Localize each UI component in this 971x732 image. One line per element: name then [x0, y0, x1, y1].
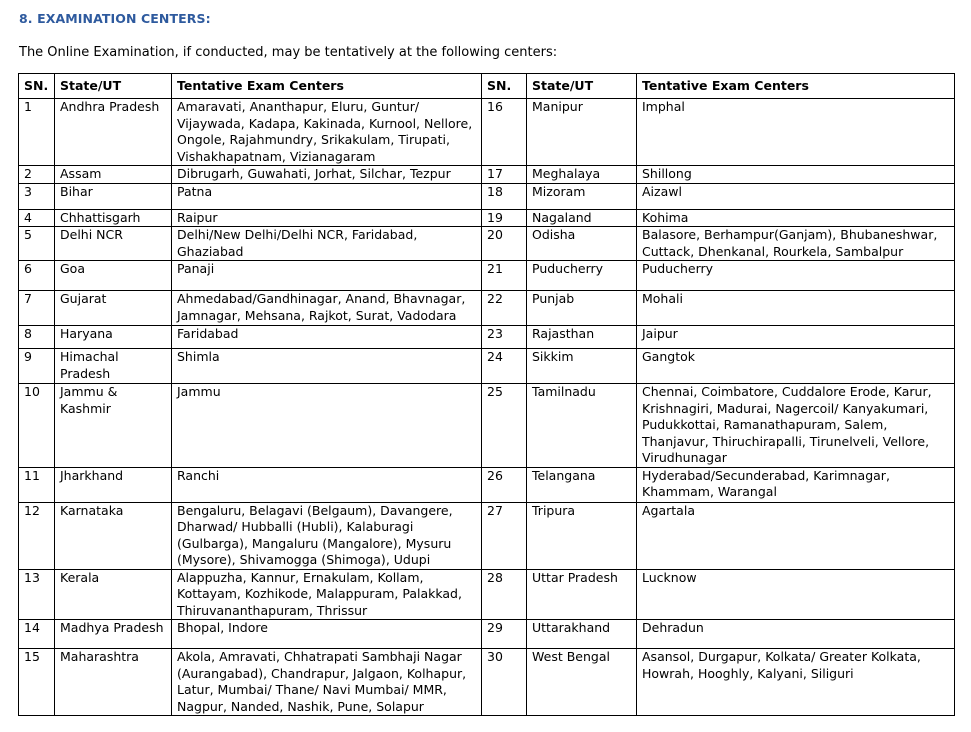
state-cell: Uttarakhand — [527, 620, 637, 649]
state-cell: Haryana — [55, 326, 172, 349]
table-row — [19, 349, 955, 384]
table-row — [19, 620, 955, 649]
centers-cell: Ahmedabad/Gandhinagar, Anand, Bhavnagar, Jamnagar, Mehsana, Rajkot, Surat, Vadodara — [172, 291, 482, 326]
sn-cell: 4 — [19, 209, 55, 227]
centers-cell: Hyderabad/Secunderabad, Karimnagar, Khammam, Warangal — [637, 467, 955, 502]
sn-cell: 1 — [19, 99, 55, 166]
centers-cell: Dehradun — [637, 620, 955, 649]
centers-cell: Jaipur — [637, 326, 955, 349]
sn-cell: 23 — [482, 326, 527, 349]
state-cell: Delhi NCR — [55, 227, 172, 261]
sn-cell: 26 — [482, 467, 527, 502]
sn-cell: 29 — [482, 620, 527, 649]
sn-cell: 3 — [19, 183, 55, 209]
header-state-right: State/UT — [527, 74, 637, 99]
centers-cell: Imphal — [637, 99, 955, 166]
state-cell: Telangana — [527, 467, 637, 502]
sn-cell: 11 — [19, 467, 55, 502]
centers-cell: Mohali — [637, 291, 955, 326]
state-cell: Goa — [55, 261, 172, 291]
table-row — [19, 502, 955, 569]
sn-cell: 5 — [19, 227, 55, 261]
table-row — [19, 384, 955, 468]
centers-cell: Balasore, Berhampur(Ganjam), Bhubaneshwar, Cuttack, Dhenkanal, Rourkela, Sambalpur — [637, 227, 955, 261]
table-row — [19, 261, 955, 291]
state-cell: Puducherry — [527, 261, 637, 291]
sn-cell: 12 — [19, 502, 55, 569]
header-sn-right: SN. — [482, 74, 527, 99]
centers-cell: Delhi/New Delhi/Delhi NCR, Faridabad, Ghaziabad — [172, 227, 482, 261]
centers-cell: Ranchi — [172, 467, 482, 502]
state-cell: Jammu & Kashmir — [55, 384, 172, 468]
table-row — [19, 467, 955, 502]
intro-text: The Online Examination, if conducted, may be tentatively at the following centers: — [19, 45, 558, 60]
table-row — [19, 649, 955, 716]
centers-cell: Shimla — [172, 349, 482, 384]
table-row — [19, 166, 955, 184]
centers-cell: Gangtok — [637, 349, 955, 384]
sn-cell: 30 — [482, 649, 527, 716]
state-cell: West Bengal — [527, 649, 637, 716]
sn-cell: 18 — [482, 183, 527, 209]
centers-cell: Lucknow — [637, 569, 955, 620]
header-centers-right: Tentative Exam Centers — [637, 74, 955, 99]
sn-cell: 16 — [482, 99, 527, 166]
sn-cell: 8 — [19, 326, 55, 349]
state-cell: Uttar Pradesh — [527, 569, 637, 620]
state-cell: Himachal Pradesh — [55, 349, 172, 384]
sn-cell: 9 — [19, 349, 55, 384]
state-cell: Nagaland — [527, 209, 637, 227]
sn-cell: 14 — [19, 620, 55, 649]
state-cell: Maharashtra — [55, 649, 172, 716]
table-row — [19, 99, 955, 166]
state-cell: Mizoram — [527, 183, 637, 209]
state-cell: Bihar — [55, 183, 172, 209]
centers-cell: Puducherry — [637, 261, 955, 291]
exam-centers-table — [18, 73, 955, 716]
sn-cell: 17 — [482, 166, 527, 184]
table-row — [19, 227, 955, 261]
sn-cell: 13 — [19, 569, 55, 620]
table-row — [19, 291, 955, 326]
sn-cell: 20 — [482, 227, 527, 261]
header-centers-left: Tentative Exam Centers — [172, 74, 482, 99]
centers-cell: Patna — [172, 183, 482, 209]
state-cell: Jharkhand — [55, 467, 172, 502]
centers-cell: Asansol, Durgapur, Kolkata/ Greater Kolkata, Howrah, Hooghly, Kalyani, Siliguri — [637, 649, 955, 716]
state-cell: Punjab — [527, 291, 637, 326]
sn-cell: 25 — [482, 384, 527, 468]
centers-cell: Panaji — [172, 261, 482, 291]
state-cell: Rajasthan — [527, 326, 637, 349]
header-sn-left: SN. — [19, 74, 55, 99]
state-cell: Madhya Pradesh — [55, 620, 172, 649]
section-heading: 8. EXAMINATION CENTERS: — [19, 11, 211, 26]
state-cell: Assam — [55, 166, 172, 184]
state-cell: Tamilnadu — [527, 384, 637, 468]
centers-cell: Bhopal, Indore — [172, 620, 482, 649]
centers-cell: Raipur — [172, 209, 482, 227]
centers-cell: Chennai, Coimbatore, Cuddalore Erode, Karur, Krishnagiri, Madurai, Nagercoil/ Kanyakumari, Pudukkottai, Ramanathapuram, Salem, Thanjavur, Thiruchirapalli, Tirunelveli, Vellore, Virudhunagar — [637, 384, 955, 468]
table-row — [19, 326, 955, 349]
sn-cell: 22 — [482, 291, 527, 326]
table-header-row — [19, 74, 955, 99]
state-cell: Tripura — [527, 502, 637, 569]
state-cell: Andhra Pradesh — [55, 99, 172, 166]
centers-cell: Shillong — [637, 166, 955, 184]
centers-cell: Dibrugarh, Guwahati, Jorhat, Silchar, Tezpur — [172, 166, 482, 184]
sn-cell: 15 — [19, 649, 55, 716]
table-row — [19, 569, 955, 620]
centers-cell: Jammu — [172, 384, 482, 468]
state-cell: Gujarat — [55, 291, 172, 326]
centers-cell: Alappuzha, Kannur, Ernakulam, Kollam, Kottayam, Kozhikode, Malappuram, Palakkad, Thiruvananthapuram, Thrissur — [172, 569, 482, 620]
header-state-left: State/UT — [55, 74, 172, 99]
centers-cell: Faridabad — [172, 326, 482, 349]
centers-cell: Amaravati, Ananthapur, Eluru, Guntur/ Vijaywada, Kadapa, Kakinada, Kurnool, Nellore, Ongole, Rajahmundry, Srikakulam, Tirupati, Vishakhapatnam, Vizianagaram — [172, 99, 482, 166]
centers-cell: Agartala — [637, 502, 955, 569]
sn-cell: 6 — [19, 261, 55, 291]
table-row — [19, 183, 955, 209]
sn-cell: 7 — [19, 291, 55, 326]
sn-cell: 28 — [482, 569, 527, 620]
centers-cell: Aizawl — [637, 183, 955, 209]
state-cell: Chhattisgarh — [55, 209, 172, 227]
centers-cell: Bengaluru, Belagavi (Belgaum), Davangere, Dharwad/ Hubballi (Hubli), Kalaburagi (Gulbarga), Mangaluru (Mangalore), Mysuru (Mysore), Shivamogga (Shimoga), Udupi — [172, 502, 482, 569]
sn-cell: 19 — [482, 209, 527, 227]
sn-cell: 10 — [19, 384, 55, 468]
state-cell: Manipur — [527, 99, 637, 166]
sn-cell: 21 — [482, 261, 527, 291]
state-cell: Karnataka — [55, 502, 172, 569]
state-cell: Meghalaya — [527, 166, 637, 184]
sn-cell: 2 — [19, 166, 55, 184]
state-cell: Odisha — [527, 227, 637, 261]
centers-cell: Kohima — [637, 209, 955, 227]
table-row — [19, 209, 955, 227]
centers-cell: Akola, Amravati, Chhatrapati Sambhaji Nagar (Aurangabad), Chandrapur, Jalgaon, Kolhapur, Latur, Mumbai/ Thane/ Navi Mumbai/ MMR, Nagpur, Nanded, Nashik, Pune, Solapur — [172, 649, 482, 716]
state-cell: Sikkim — [527, 349, 637, 384]
state-cell: Kerala — [55, 569, 172, 620]
sn-cell: 27 — [482, 502, 527, 569]
sn-cell: 24 — [482, 349, 527, 384]
